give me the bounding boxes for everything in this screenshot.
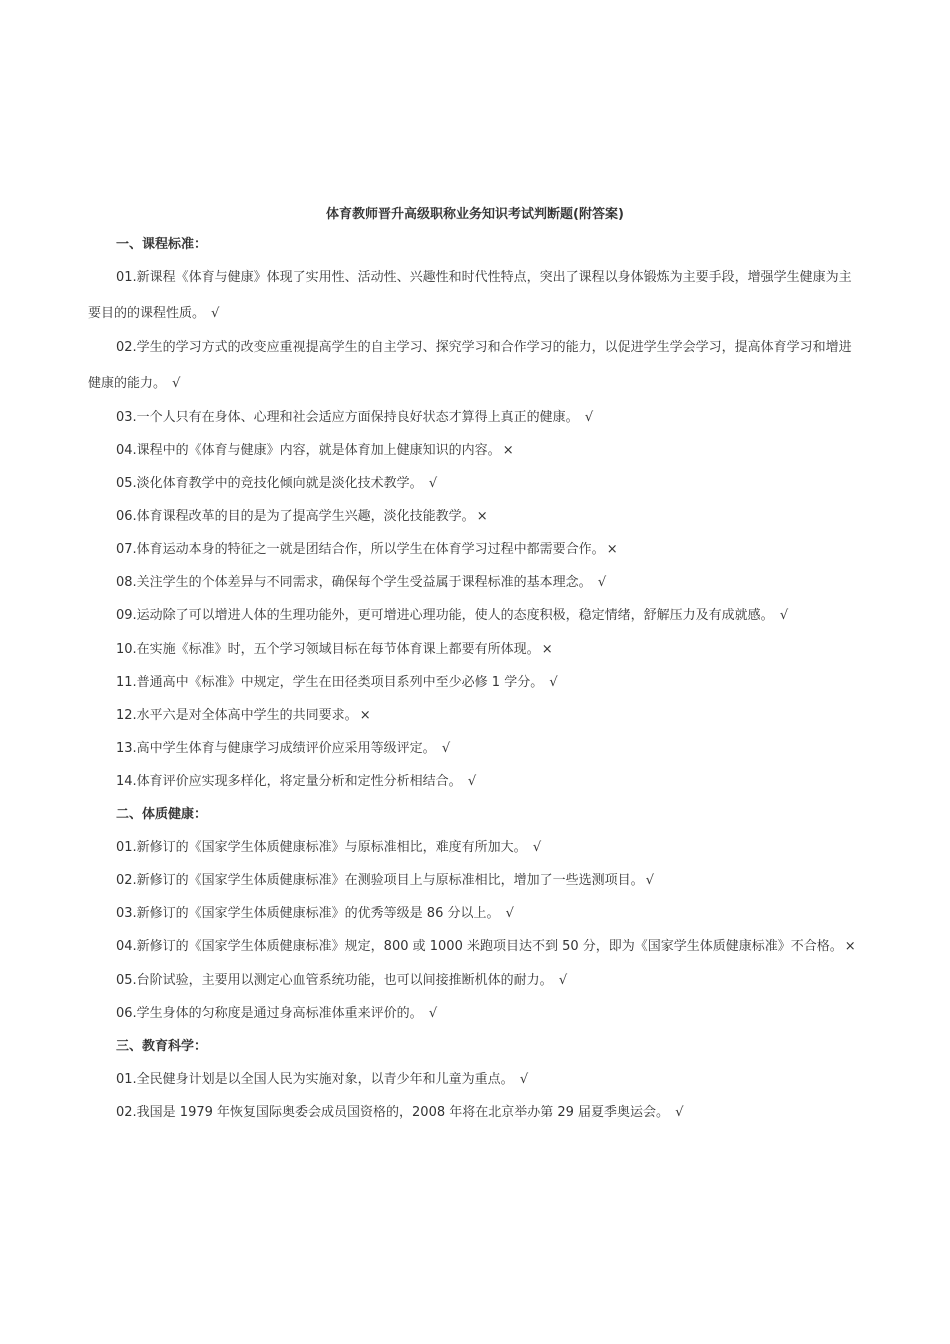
list-item: 09.运动除了可以增进人体的生理功能外，更可增进心理功能，使人的态度积极，稳定情绪，舒解压力及有成就感。 √ xyxy=(116,608,789,623)
list-item: 04.课程中的《体育与健康》内容，就是体育加上健康知识的内容。 × xyxy=(116,443,514,458)
answer-mark: √ xyxy=(211,306,220,321)
answer-mark: √ xyxy=(675,1105,684,1120)
section-heading-physical-health: 二、体质健康： xyxy=(116,807,208,822)
answer-mark: √ xyxy=(549,675,558,690)
list-item: 02.新修订的《国家学生体质健康标准》在测验项目上与原标准相比，增加了一些选测项目。 √ xyxy=(116,873,654,888)
list-item: 10.在实施《标准》时，五个学习领域目标在每节体育课上都要有所体现。 × xyxy=(116,642,553,657)
answer-mark: √ xyxy=(467,774,477,789)
answer-mark: √ xyxy=(597,575,607,590)
list-item: 13.高中学生体育与健康学习成绩评价应采用等级评定。 √ xyxy=(116,741,451,756)
list-item: 04.新修订的《国家学生体质健康标准》规定，800 或 1000 米跑项目达不到 50 分，即为《国家学生体质健康标准》不合格。 × xyxy=(116,939,856,954)
section-heading-course-standard: 一、课程标准： xyxy=(116,237,208,252)
answer-mark: × xyxy=(541,642,553,657)
answer-mark: × xyxy=(359,708,371,723)
document-body xyxy=(88,233,858,1134)
list-item: 08.关注学生的个体差异与不同需求，确保每个学生受益属于课程标准的基本理念。 √ xyxy=(116,575,607,590)
answer-mark: √ xyxy=(645,873,654,888)
document-title: 体育教师晋升高级职称业务知识考试判断题(附答案) xyxy=(326,207,624,222)
list-item: 06.体育课程改革的目的是为了提高学生兴趣，淡化技能教学。 × xyxy=(116,509,488,524)
section-heading-education-science: 三、教育科学： xyxy=(116,1039,208,1054)
list-item: 05.淡化体育教学中的竞技化倾向就是淡化技术教学。 √ xyxy=(116,476,438,491)
answer-mark: √ xyxy=(441,741,451,756)
answer-mark: √ xyxy=(584,410,594,425)
answer-mark: × xyxy=(476,509,488,524)
answer-mark: × xyxy=(606,542,618,557)
list-item: 02.我国是 1979 年恢复国际奥委会成员国资格的，2008 年将在北京举办第 29 届夏季奥运会。 √ xyxy=(116,1105,684,1120)
answer-mark: × xyxy=(844,939,856,954)
list-item: 11.普通高中《标准》中规定，学生在田径类项目系列中至少必修 1 学分。 √ xyxy=(116,675,558,690)
answer-mark: √ xyxy=(558,973,568,988)
list-item: 12.水平六是对全体高中学生的共同要求。 × xyxy=(116,708,371,723)
list-item: 05.台阶试验，主要用以测定心血管系统功能，也可以间接推断机体的耐力。 √ xyxy=(116,973,568,988)
list-item: 01.新课程《体育与健康》体现了实用性、活动性、兴趣性和时代性特点，突出了课程以身体锻炼为主要手段，增强学生健康为主要目的的课程性质。 √ xyxy=(88,270,852,321)
list-item: 06.学生身体的匀称度是通过身高标准体重来评价的。 √ xyxy=(116,1006,438,1021)
list-item: 07.体育运动本身的特征之一就是团结合作，所以学生在体育学习过程中都需要合作。 × xyxy=(116,542,618,557)
answer-mark: √ xyxy=(172,376,181,391)
list-item: 01.新修订的《国家学生体质健康标准》与原标准相比，难度有所加大。 √ xyxy=(116,840,542,855)
answer-mark: √ xyxy=(779,608,789,623)
list-item: 02.学生的学习方式的改变应重视提高学生的自主学习、探究学习和合作学习的能力，以促进学生学会学习，提高体育学习和增进健康的能力。 √ xyxy=(88,340,852,391)
answer-mark: × xyxy=(502,443,514,458)
answer-mark: √ xyxy=(519,1072,529,1087)
list-item: 03.一个人只有在身体、心理和社会适应方面保持良好状态才算得上真正的健康。 √ xyxy=(116,410,594,425)
answer-mark: √ xyxy=(428,476,438,491)
list-item: 03.新修订的《国家学生体质健康标准》的优秀等级是 86 分以上。 √ xyxy=(116,906,514,921)
answer-mark: √ xyxy=(428,1006,438,1021)
list-item: 01.全民健身计划是以全国人民为实施对象，以青少年和儿童为重点。 √ xyxy=(116,1072,529,1087)
answer-mark: √ xyxy=(532,840,542,855)
answer-mark: √ xyxy=(505,906,514,921)
list-item: 14.体育评价应实现多样化，将定量分析和定性分析相结合。 √ xyxy=(116,774,477,789)
